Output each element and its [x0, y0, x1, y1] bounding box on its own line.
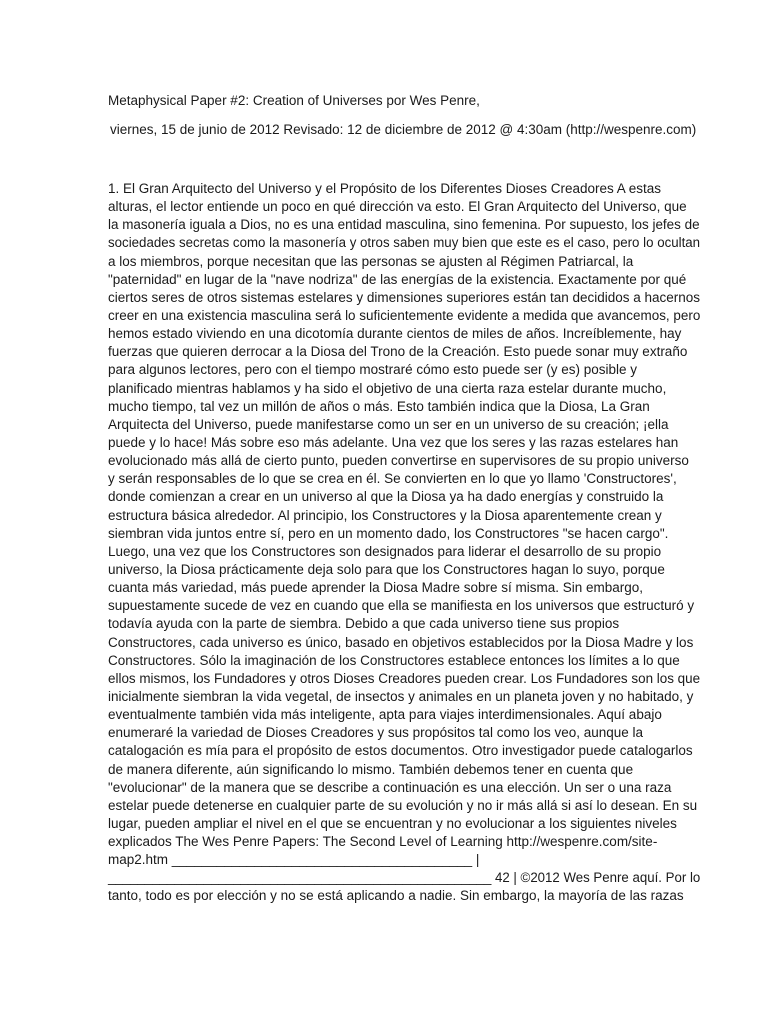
body-line: para algunos lectores, pero con el tiempo mostraré cómo esto puede ser (y es) posible y — [108, 362, 638, 378]
body-line: donde comienzan a crear en un universo al que la Diosa ya ha dado energías y construido la — [108, 489, 664, 505]
body-line: supuestamente sucede de vez en cuando que ella se manifiesta en los universos que estructuró y — [108, 598, 695, 614]
body-line: siembran vida juntos entre sí, pero en un momento dado, los Constructores "se hacen cargo". — [108, 525, 669, 541]
body-line: map2.htm ________________________________________ | — [108, 852, 480, 868]
body-line: universo, la Diosa prácticamente deja solo para que los Constructores hagan lo suyo, porque — [108, 561, 665, 577]
body-line: Constructores, cada universo es único, basado en objetivos establecidos por la Diosa Madre y los — [108, 634, 694, 650]
body-line: lugar, pueden ampliar el nivel en el que se encuentran y no evolucionar a los siguientes niveles — [108, 815, 677, 831]
body-line: "paternidad" en lugar de la "nave nodriza" de las energías de la existencia. Exactamente por qué — [108, 271, 687, 287]
body-line: ____________________________________________________ 42 | ©2012 Wes Penre aquí. Por lo — [108, 870, 701, 886]
body-line: fuerzas que quieren derrocar a la Diosa del Trono de la Creación. Esto puede sonar muy extraño — [108, 344, 688, 360]
body-line: a los miembros, porque necesitan que las personas se ajusten al Régimen Patriarcal, la — [108, 253, 634, 269]
document-dateline: viernes, 15 de junio de 2012 Revisado: 12 de diciembre de 2012 @ 4:30am (http://wespenre.com) — [110, 122, 697, 137]
body-line: 1. El Gran Arquitecto del Universo y el Propósito de los Diferentes Dioses Creadores A estas — [108, 181, 662, 196]
body-line: todavía ayuda con la parte de siembra. Debido a que cada universo tiene sus propios — [108, 616, 620, 632]
body-line: estructura básica alrededor. Al principio, los Constructores y la Diosa aparentemente crean y — [108, 507, 662, 523]
body-line: alturas, el lector entiende un poco en qué dirección va esto. El Gran Arquitecto del Universo, que — [108, 199, 687, 215]
body-line: enumeraré la variedad de Dioses Creadores y sus propósitos tal como los veo, aunque la — [108, 725, 644, 741]
body-line: catalogación es mía para el propósito de estos documentos. Otro investigador puede catalogarlos — [108, 743, 693, 759]
body-line: puede y lo hace! Más sobre eso más adelante. Una vez que los seres y las razas estelares han — [108, 434, 679, 450]
body-line: tanto, todo es por elección y no se está aplicando a nadie. Sin embargo, la mayoría de las razas — [108, 888, 684, 904]
body-line: ellos mismos, los Fundadores y otros Dioses Creadores pueden crear. Los Fundadores son los que — [108, 670, 701, 686]
body-line: evolucionado más allá de cierto punto, pueden convertirse en supervisores de su propio universo — [108, 453, 689, 469]
body-line: Luego, una vez que los Constructores son designados para liderar el desarrollo de su propio — [108, 543, 662, 559]
body-line: ciertos seres de otros sistemas estelares y dimensiones superiores están tan decididos a hacernos — [108, 289, 701, 305]
body-line: eventualmente también vida más inteligente, apta para viajes interdimensionales. Aquí abajo — [108, 707, 662, 723]
body-line: Constructores. Sólo la imaginación de los Constructores establece entonces los límites a lo que — [108, 652, 680, 668]
body-line: mucho tiempo, tal vez un millón de años o más. Esto también indica que la Diosa, La Gran — [108, 398, 650, 414]
body-line: "evolucionar" de la manera que se describe a continuación es una elección. Un ser o una raza — [108, 779, 672, 795]
body-line: hemos estado viviendo en una dicotomía durante cientos de miles de años. Increíblemente, hay — [108, 326, 682, 342]
body-line: planificado mientras hablamos y ha sido el objetivo de una cierta raza estelar durante mucho, — [108, 380, 667, 396]
document-body — [108, 180, 701, 906]
body-line: explicados The Wes Penre Papers: The Second Level of Learning http://wespenre.com/site- — [108, 834, 658, 850]
body-line: cuanta más variedad, más puede aprender la Diosa Madre sobre sí misma. Sin embargo, — [108, 580, 644, 596]
body-line: de manera diferente, aún significando lo mismo. También debemos tener en cuenta que — [108, 761, 634, 777]
body-line: sociedades secretas como la masonería y otros saben muy bien que este es el caso, pero lo ocultan — [108, 235, 701, 251]
body-line: creer en una existencia masculina será lo suficientemente evidente a medida que avancemos, pero — [108, 307, 701, 323]
body-line: estelar puede detenerse en cualquier parte de su evolución y no ir más allá si así lo desean. En su — [108, 797, 698, 813]
body-line: y serán responsables de lo que se crea en él. Se convierten en lo que yo llamo 'Constructores', — [108, 471, 677, 487]
body-line: Arquitecta del Universo, puede manifestarse como un ser en un universo de su creación; ¡ella — [108, 416, 669, 432]
body-line: la masonería iguala a Dios, no es una entidad masculina, sino femenina. Por supuesto, los jefes de — [108, 217, 700, 233]
document-title: Metaphysical Paper #2: Creation of Universes por Wes Penre, — [108, 93, 480, 108]
body-line: inicialmente siembran la vida vegetal, de insectos y animales en un planeta joven y no habitado, y — [108, 688, 694, 704]
